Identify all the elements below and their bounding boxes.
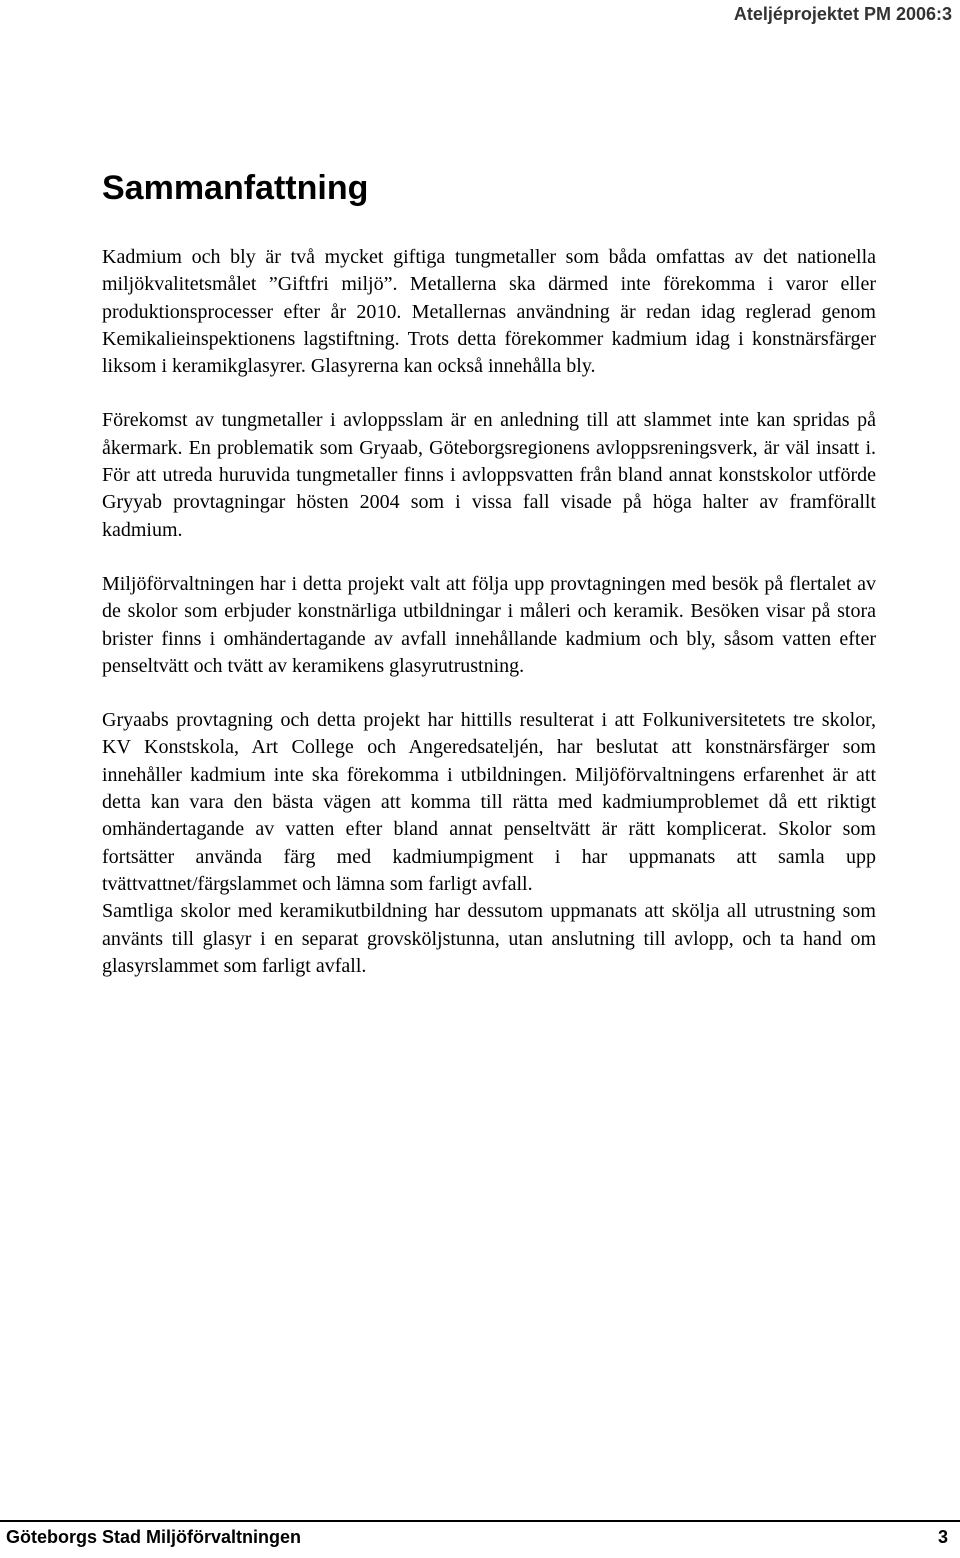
paragraph-4: Gryaabs provtagning och detta projekt har hittills resulterat i att Folkuniversitetets tre skolor, KV Konstskola, Art College och Angeredsateljén, har beslutat att konstnärsfärger som innehåller kadmium inte ska förekomma i utbildningen. Miljöförvaltningens erfarenhet är att detta kan vara den bästa vägen att komma till rätta med kadmiumproblemet då ett riktigt omhändertagande av vatten efter bland annat penseltvätt är rätt komplicerat. Skolor som fortsätter använda färg med kadmiumpigment i har uppmanats att samla upp tvättvattnet/färgslammet och lämna som farligt avfall.	[102, 709, 876, 895]
paragraph-1: Kadmium och bly är två mycket giftiga tungmetaller som båda omfattas av det nationella miljökvalitetsmålet ”Giftfri miljö”. Metallerna ska därmed inte förekomma i varor eller produktionsprocesser efter år 2010. Metallernas användning är redan idag reglerad genom Kemikalieinspektionens lagstiftning. Trots detta förekommer kadmium idag i konstnärsfärger liksom i keramikglasyrer. Glasyrerna kan också innehålla bly.	[102, 246, 876, 378]
document-header-title: Ateljéprojektet PM 2006:3	[733, 4, 952, 24]
page-number: 3	[937, 1527, 948, 1547]
paragraph-2: Förekomst av tungmetaller i avloppsslam är en anledning till att slammet inte kan spridas på åkermark. En problematik som Gryaab, Göteborgsregionens avloppsreningsverk, är väl insatt i. För att utreda huruvida tungmetaller finns i avloppsvatten från bland annat konstskolor utförde Gryyab provtagningar hösten 2004 som i vissa fall visade på höga halter av framförallt kadmium.	[102, 409, 876, 541]
footer-organization: Göteborgs Stad Miljöförvaltningen	[6, 1527, 302, 1547]
page-title: Sammanfattning	[102, 169, 369, 207]
footer-divider	[0, 1520, 960, 1522]
paragraph-5: Samtliga skolor med keramikutbildning har dessutom uppmanats att skölja all utrustning som använts till glasyr i en separat grovsköljstunna, utan anslutning till avlopp, och ta hand om glasyrslammet som farligt avfall.	[102, 900, 876, 977]
body-text	[102, 244, 876, 980]
paragraph-3: Miljöförvaltningen har i detta projekt valt att följa upp provtagningen med besök på flertalet av de skolor som erbjuder konstnärliga utbildningar i måleri och keramik. Besöken visar på stora brister finns i omhändertagande av avfall innehållande kadmium och bly, såsom vatten efter penseltvätt och tvätt av keramikens glasyrutrustning.	[102, 572, 876, 677]
